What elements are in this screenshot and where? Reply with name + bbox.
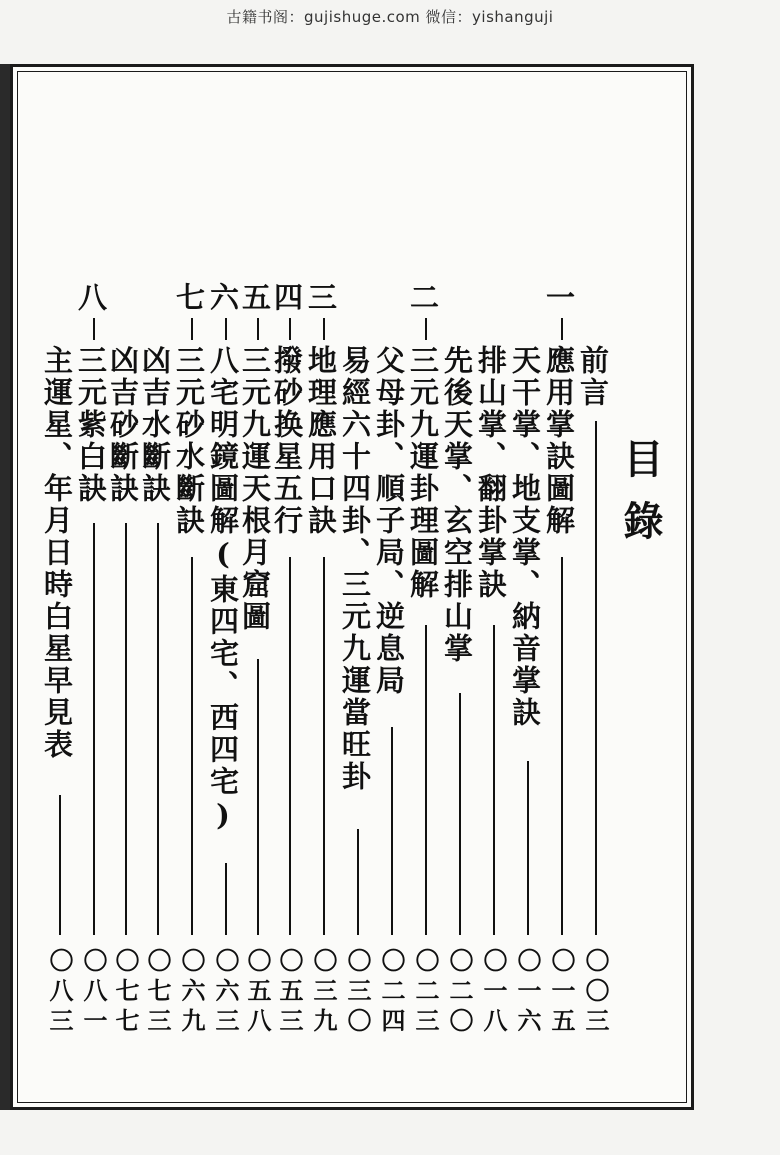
toc-leader-line [125, 523, 127, 935]
toc-chapter-dash [561, 318, 563, 340]
toc-entry-title[interactable]: 凶吉水斷訣 [138, 345, 172, 505]
toc-leader-line [357, 829, 359, 935]
toc-page-number: 〇〇三 [581, 948, 610, 1038]
toc-entry-title[interactable]: 三元紫白訣 [74, 345, 108, 505]
toc-page-number: 〇三〇 [343, 948, 372, 1038]
toc-page-number: 〇六九 [177, 948, 206, 1038]
toc-leader-line [191, 557, 193, 935]
toc-page-number: 〇一六 [513, 948, 542, 1038]
toc-leader-line [289, 557, 291, 935]
toc-page-number: 〇二三 [411, 948, 440, 1038]
toc-entry-title[interactable]: 主運星、年月日時白星早見表 [40, 345, 74, 761]
toc-page-number: 〇二四 [377, 948, 406, 1038]
toc-leader-line [459, 693, 461, 935]
toc-chapter-number: 六 [206, 282, 240, 314]
toc-page-number: 〇八一 [79, 948, 108, 1038]
toc-page-number: 〇二〇 [445, 948, 474, 1038]
toc-chapter-number: 四 [270, 282, 304, 314]
toc-entry-title[interactable]: 應用掌訣圖解 [542, 345, 576, 537]
toc-chapter-dash [257, 318, 259, 340]
toc-entry-title[interactable]: 三元九運卦理圖解 [406, 345, 440, 601]
toc-leader-line [157, 523, 159, 935]
toc-leader-line [323, 557, 325, 935]
toc-leader-line [59, 795, 61, 935]
toc-entry-title[interactable]: 三元九運天根月窟圖 [238, 345, 272, 633]
watermark: 古籍书阁：gujishuge.com 微信：yishanguji [226, 8, 554, 26]
toc-page-number: 〇五八 [243, 948, 272, 1038]
toc-leader-line [391, 727, 393, 935]
toc-entry-title[interactable]: 先後天掌、玄空排山掌 [440, 345, 474, 665]
toc-page-number: 〇八三 [45, 948, 74, 1038]
toc-page-number: 〇一五 [547, 948, 576, 1038]
toc-chapter-number: 一 [542, 282, 576, 314]
toc-entry-title[interactable]: 八宅明鏡圖解(東四宅、西四宅) [206, 345, 240, 835]
toc-entry-title[interactable]: 撥砂换星五行 [270, 345, 304, 537]
toc-page-number: 〇一八 [479, 948, 508, 1038]
toc-title: 目錄 [617, 438, 664, 562]
toc-leader-line [527, 761, 529, 935]
toc-chapter-dash [225, 318, 227, 340]
toc-entry-title[interactable]: 三元砂水斷訣 [172, 345, 206, 537]
toc-entry-title[interactable]: 父母卦、順子局、逆息局 [372, 345, 406, 697]
toc-page-number: 〇五三 [275, 948, 304, 1038]
toc-leader-line [493, 625, 495, 935]
toc-chapter-number: 二 [406, 282, 440, 314]
toc-chapter-dash [425, 318, 427, 340]
toc-entry-title[interactable]: 地理應用口訣 [304, 345, 338, 537]
toc-page-number: 〇六三 [211, 948, 240, 1038]
toc-chapter-number: 七 [172, 282, 206, 314]
toc-leader-line [425, 625, 427, 935]
toc-chapter-dash [289, 318, 291, 340]
toc-chapter-number: 三 [304, 282, 338, 314]
toc-chapter-dash [323, 318, 325, 340]
toc-leader-line [257, 659, 259, 935]
toc-leader-line [225, 863, 227, 935]
toc-entry-title[interactable]: 凶吉砂斷訣 [106, 345, 140, 505]
toc-chapter-dash [93, 318, 95, 340]
toc-page-number: 〇七七 [111, 948, 140, 1038]
toc-entry-title[interactable]: 前言 [576, 345, 610, 409]
toc-chapter-number: 八 [74, 282, 108, 314]
toc-chapter-number: 五 [238, 282, 272, 314]
toc-leader-line [595, 421, 597, 935]
toc-leader-line [561, 557, 563, 935]
toc-entry-title[interactable]: 排山掌、翻卦掌訣 [474, 345, 508, 601]
toc-chapter-dash [191, 318, 193, 340]
toc-page-number: 〇七三 [143, 948, 172, 1038]
toc-entry-title[interactable]: 易經六十四卦、三元九運當旺卦 [338, 345, 372, 793]
toc-entry-title[interactable]: 天干掌、地支掌、納音掌訣 [508, 345, 542, 729]
toc-leader-line [93, 523, 95, 935]
toc-page-number: 〇三九 [309, 948, 338, 1038]
